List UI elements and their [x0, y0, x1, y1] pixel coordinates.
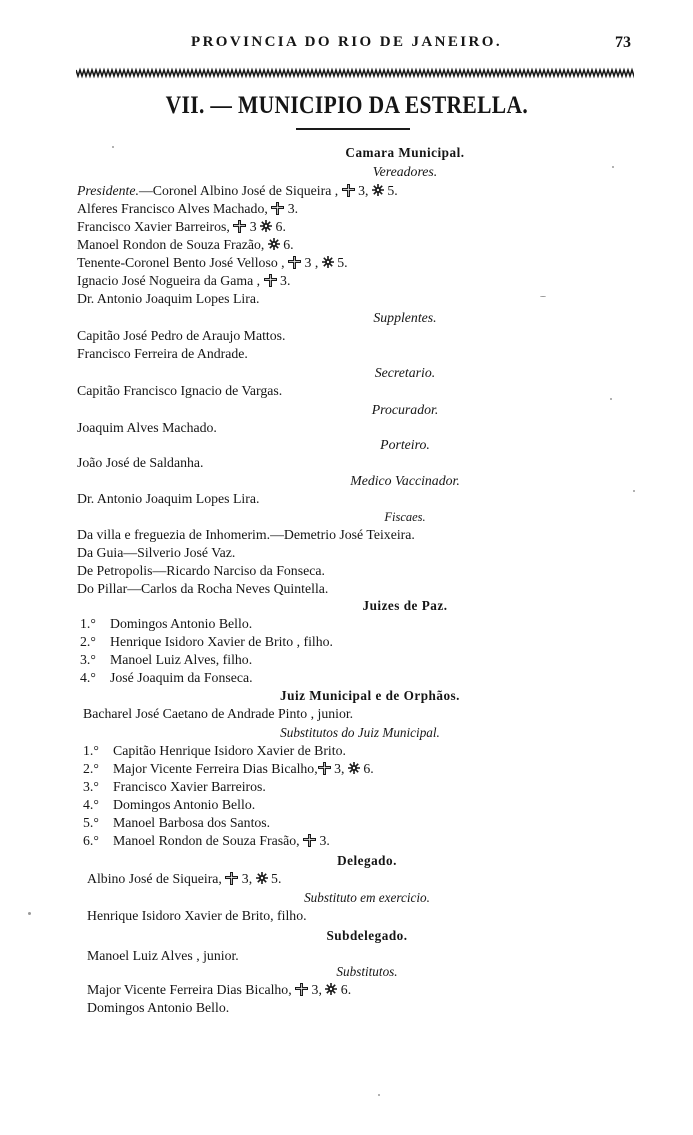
president-name: —Coronel Albino José de Siqueira ,: [138, 183, 339, 198]
vereador-line: [77, 236, 294, 254]
order-grade: 3 ,: [301, 255, 322, 270]
vereador-line: [77, 182, 398, 200]
substituto-name: Capitão Henrique Isidoro Xavier de Brito.: [113, 743, 346, 758]
fiscal-entry: Da Guia—Silverio José Vaz.: [77, 545, 236, 560]
page-number: 73: [615, 34, 631, 51]
vereador-name: Dr. Antonio Joaquim Lopes Lira.: [77, 291, 260, 306]
supplente-name: Capitão José Pedro de Araujo Mattos.: [77, 328, 286, 343]
vereador-line: [77, 254, 348, 272]
order-of-the-rose-icon: [372, 184, 384, 196]
order-grade: 5.: [333, 255, 348, 270]
print-speck: [610, 398, 612, 400]
vereador-name: Francisco Xavier Barreiros,: [77, 219, 230, 234]
vereador-name: Manoel Rondon de Souza Frazão,: [77, 237, 265, 252]
order-grade: 3,: [330, 761, 348, 776]
secretario-heading: Secretario.: [374, 365, 436, 380]
vereadores-heading: Vereadores.: [372, 164, 438, 179]
substituto-entry: [83, 796, 255, 814]
delegado-name: Albino José de Siqueira,: [87, 871, 222, 886]
cross-of-christ-icon: [318, 762, 331, 775]
ordinal: 1.°: [80, 616, 96, 631]
substituto-delegado-line: [87, 981, 351, 999]
order-grade: 3,: [354, 183, 372, 198]
order-grade: 3,: [238, 871, 256, 886]
ordinal: 3.°: [83, 779, 99, 794]
substituto-name: Manoel Rondon de Souza Frasão,: [113, 833, 300, 848]
subdelegado-name: Manoel Luiz Alves , junior.: [87, 948, 239, 963]
juiz-paz-entry: [80, 669, 253, 687]
substitutos-heading: Substitutos.: [336, 964, 398, 979]
order-of-the-rose-icon: [268, 238, 280, 250]
print-speck: [540, 296, 546, 297]
order-grade: 3.: [284, 201, 299, 216]
substituto-entry: [83, 814, 270, 832]
cross-of-christ-icon: [233, 220, 246, 233]
cross-of-christ-icon: [271, 202, 284, 215]
cross-of-christ-icon: [264, 274, 277, 287]
porteiro-heading: Porteiro.: [380, 437, 430, 452]
order-grade: 6.: [279, 237, 294, 252]
substituto-entry: [83, 832, 330, 850]
order-grade: 5.: [267, 871, 282, 886]
order-grade: 3: [246, 219, 261, 234]
juiz-name: Henrique Isidoro Xavier de Brito , filho.: [110, 634, 333, 649]
juiz-municipal-name: Bacharel José Caetano de Andrade Pinto , junior.: [83, 706, 354, 721]
print-speck: [378, 1094, 380, 1096]
print-speck: [633, 490, 635, 492]
substituto-name: Major Vicente Ferreira Dias Bicalho,: [113, 761, 318, 776]
ornamental-rule: [76, 66, 634, 80]
substituto-entry: [83, 778, 266, 796]
procurador-heading: Procurador.: [371, 402, 439, 417]
order-grade: 6.: [359, 761, 374, 776]
order-grade: 3.: [316, 833, 330, 848]
vereador-line: [77, 218, 286, 236]
subdelegado-heading: Subdelegado.: [326, 928, 408, 943]
substituto-name: Domingos Antonio Bello.: [113, 797, 256, 812]
substituto-name: Manoel Barbosa dos Santos.: [113, 815, 271, 830]
ordinal: 6.°: [83, 833, 99, 848]
ordinal: 1.°: [83, 743, 99, 758]
cross-of-christ-icon: [295, 983, 308, 996]
fiscal-entry: Do Pillar—Carlos da Rocha Neves Quintella.: [77, 581, 329, 596]
juizes-paz-heading: Juizes de Paz.: [362, 598, 448, 613]
juiz-paz-entry: [80, 633, 333, 651]
order-of-the-rose-icon: [325, 983, 337, 995]
substituto-name: Major Vicente Ferreira Dias Bicalho,: [87, 982, 292, 997]
vereador-name: Alferes Francisco Alves Machado,: [77, 201, 268, 216]
print-speck: [112, 146, 114, 148]
cross-of-christ-icon: [303, 834, 316, 847]
cross-of-christ-icon: [342, 184, 355, 197]
medico-heading: Medico Vaccinador.: [350, 473, 460, 488]
substituto-name: Domingos Antonio Bello.: [87, 1000, 230, 1015]
ordinal: 3.°: [80, 652, 96, 667]
substituto-entry: [83, 760, 374, 778]
print-speck: [612, 166, 614, 168]
ordinal: 2.°: [80, 634, 96, 649]
juiz-name: Manoel Luiz Alves, filho.: [110, 652, 253, 667]
order-grade: 6.: [337, 982, 352, 997]
title-rule: [296, 128, 410, 130]
supplente-name: Francisco Ferreira de Andrade.: [77, 346, 248, 361]
delegado-line: [87, 870, 281, 888]
substituto-entry: [83, 742, 346, 760]
cross-of-christ-icon: [225, 872, 238, 885]
vereador-name: Tenente-Coronel Bento José Velloso ,: [77, 255, 285, 270]
juiz-name: Domingos Antonio Bello.: [110, 616, 253, 631]
president-label: Presidente.: [77, 183, 139, 198]
ordinal: 5.°: [83, 815, 99, 830]
substitutos-juiz-heading: Substitutos do Juiz Municipal.: [280, 725, 440, 740]
order-grade: 5.: [383, 183, 398, 198]
vereador-line: [77, 272, 290, 290]
order-of-the-rose-icon: [348, 762, 360, 774]
fiscal-entry: De Petropolis—Ricardo Narciso da Fonseca.: [77, 563, 325, 578]
order-of-the-rose-icon: [260, 220, 272, 232]
substituto-exercicio-heading: Substituto em exercicio.: [304, 890, 430, 905]
fiscal-entry: Da villa e freguezia de Inhomerim.—Demetrio José Teixeira.: [77, 527, 415, 542]
ordinal: 2.°: [83, 761, 99, 776]
substituto-exercicio-name: Henrique Isidoro Xavier de Brito, filho.: [87, 908, 307, 923]
juiz-paz-entry: [80, 615, 252, 633]
secretario-name: Capitão Francisco Ignacio de Vargas.: [77, 383, 283, 398]
ordinal: 4.°: [80, 670, 96, 685]
juiz-name: José Joaquim da Fonseca.: [110, 670, 253, 685]
print-speck: [28, 912, 31, 915]
substituto-name: Francisco Xavier Barreiros.: [113, 779, 266, 794]
juiz-municipal-heading: Juiz Municipal e de Orphãos.: [280, 688, 460, 703]
order-of-the-rose-icon: [322, 256, 334, 268]
order-grade: 6.: [272, 219, 286, 234]
camara-heading: Camara Municipal.: [345, 145, 465, 160]
order-grade: 3,: [308, 982, 326, 997]
delegado-heading: Delegado.: [337, 853, 397, 868]
running-head-title: PROVINCIA DO RIO DE JANEIRO.: [191, 34, 502, 50]
section-title: VII. — MUNICIPIO DA ESTRELLA.: [165, 92, 529, 119]
juiz-paz-entry: [80, 651, 252, 669]
procurador-name: Joaquim Alves Machado.: [77, 420, 217, 435]
running-head: [0, 34, 693, 56]
vereador-line: [77, 200, 298, 218]
porteiro-name: João José de Saldanha.: [77, 455, 204, 470]
fiscaes-heading: Fiscaes.: [384, 510, 426, 524]
cross-of-christ-icon: [288, 256, 301, 269]
order-of-the-rose-icon: [256, 872, 268, 884]
vereador-name: Ignacio José Nogueira da Gama ,: [77, 273, 261, 288]
supplentes-heading: Supplentes.: [373, 310, 437, 325]
medico-name: Dr. Antonio Joaquim Lopes Lira.: [77, 491, 260, 506]
order-grade: 3.: [276, 273, 291, 288]
ordinal: 4.°: [83, 797, 99, 812]
